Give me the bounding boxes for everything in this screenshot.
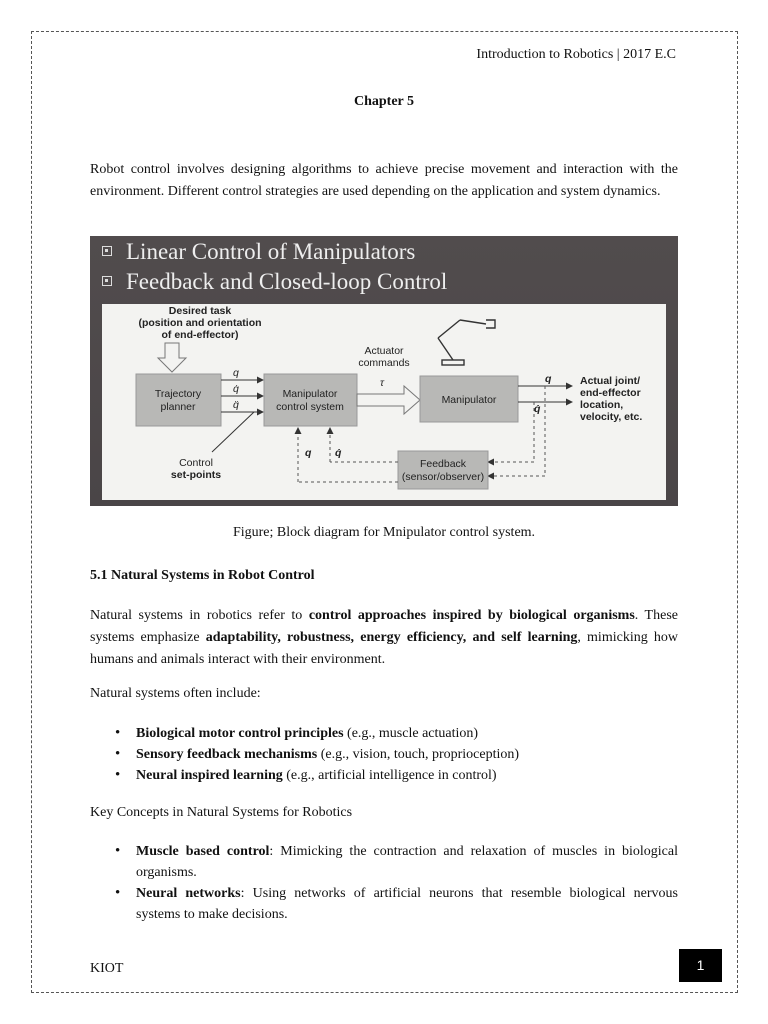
p1-text-e: , mimicking how humans and animals interact with their environment. [90, 630, 678, 667]
running-header: Introduction to Robotics | 2017 E.C [476, 47, 676, 62]
actuator-commands-arrow [357, 386, 420, 414]
output-label-1: Actual joint/ [580, 375, 641, 387]
feedback-box [398, 451, 488, 489]
desired-task-label-3: of end-effector) [161, 329, 239, 341]
slide-title-1-text: Linear Control of Manipulators [126, 239, 416, 264]
output-label-2: end-effector [580, 387, 641, 399]
feedback-label-1: Feedback [419, 458, 467, 470]
output-label-4: velocity, etc. [580, 411, 643, 423]
p1-text-a: Natural systems in robotics refer to [90, 608, 309, 623]
square-bullet-icon [102, 276, 112, 286]
list-item: • Sensory feedback mechanisms (e.g., vision, touch, proprioception) [90, 744, 678, 765]
natural-paragraph-2: Natural systems often include: [90, 686, 261, 701]
natural-paragraph-1 [90, 605, 678, 671]
list-item: • Muscle based control: Mimicking the contraction and relaxation of muscles in biological organisms. [90, 841, 678, 883]
key-concepts-intro: Key Concepts in Natural Systems for Robotics [90, 805, 353, 820]
square-bullet-icon [102, 246, 112, 256]
control-system-label-2: control system [276, 401, 344, 413]
task-input-arrow [158, 343, 186, 372]
slide-figure [90, 236, 678, 506]
control-system-box [264, 374, 357, 426]
list-item: • Neural inspired learning (e.g., artificial intelligence in control) [90, 765, 678, 786]
p1-bold-d: adaptability, robustness, energy efficiency, and self learning [205, 630, 578, 645]
intro-paragraph: Robot control involves designing algorithms to achieve precise movement and interaction with the environment. Different control strategies are used depending on the application and system dynamics. [90, 162, 678, 199]
q-label: q [233, 367, 239, 379]
feedback-q-label: q [305, 447, 312, 459]
desired-task-label-2: (position and orientation [138, 317, 262, 329]
list-item: • Biological motor control principles (e.g., muscle actuation) [90, 723, 678, 744]
p1-text-c: . These systems emphasize [90, 608, 678, 645]
slide-title-2-text: Feedback and Closed-loop Control [126, 269, 448, 294]
p1-bold-b: control approaches inspired by biological organisms [308, 608, 635, 623]
feedback-qdot-label: q̇ [335, 447, 342, 459]
manipulator-label: Manipulator [441, 394, 497, 406]
page-number: 1 [679, 949, 722, 982]
control-system-label-1: Manipulator [282, 388, 338, 400]
block-diagram [102, 304, 666, 500]
actuator-label-2: commands [358, 357, 410, 369]
trajectory-planner-box [136, 374, 221, 426]
feedback-label-2: (sensor/observer) [401, 471, 485, 483]
natural-systems-list [90, 723, 678, 786]
slide-title-1 [102, 239, 415, 265]
setpoints-label-2: set-points [170, 469, 222, 481]
setpoints-label-1: Control [179, 457, 213, 469]
qdot-label: q̇ [233, 383, 239, 395]
output-label-3: location, [580, 399, 624, 411]
slide-title-2 [102, 269, 447, 295]
desired-task-label-1: Desired task [168, 305, 232, 317]
tau-label: τ [380, 377, 384, 389]
key-concepts-list [90, 841, 678, 925]
qddot-label: q̈ [233, 399, 239, 411]
robot-arm-icon [438, 320, 495, 365]
section-heading: 5.1 Natural Systems in Robot Control [90, 568, 315, 583]
chapter-title: Chapter 5 [353, 94, 415, 109]
actuator-label-1: Actuator [364, 345, 404, 357]
footer-left: KIOT [90, 961, 124, 976]
output-qdot-label: q̇ [534, 403, 541, 415]
output-q-label: q [545, 373, 552, 385]
list-item: • Neural networks: Using networks of artificial neurons that resemble biological nervous systems to make decisions. [90, 883, 678, 925]
trajectory-planner-label-1: Trajectory [154, 388, 202, 400]
trajectory-planner-label-2: planner [160, 401, 196, 413]
block-diagram-svg [102, 304, 666, 500]
figure-caption: Figure; Block diagram for Mnipulator control system. [232, 525, 536, 540]
